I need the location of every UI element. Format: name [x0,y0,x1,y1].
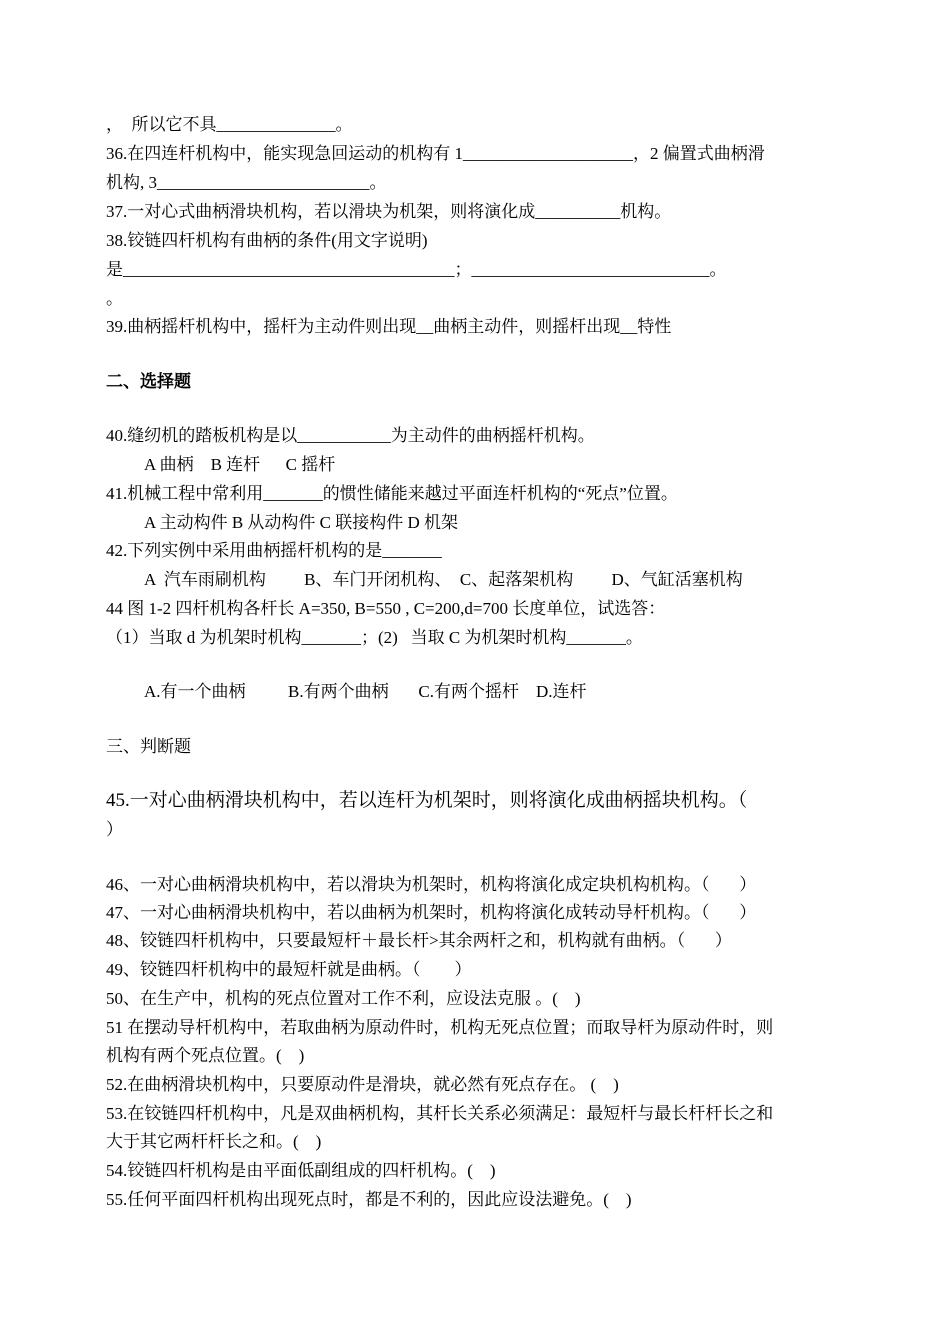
section-heading-choice: 二、选择题 [106,372,191,391]
question-54: 54.铰链四杆机构是由平面低副组成的四杆机构。( ) [106,1161,496,1180]
question-41: 41.机械工程中常利用_______的惯性储能来越过平面连杆机构的“死点”位置。 [106,484,678,503]
section-heading-judgement: 三、判断题 [106,737,191,756]
question-51-cont: 机构有两个死点位置。( ) [106,1046,305,1065]
question-53-cont: 大于其它两杆杆长之和。( ) [106,1132,322,1151]
question-44-options: A.有一个曲柄 B.有两个曲柄 C.有两个摇杆 D.连杆 [144,682,587,701]
question-46: 46、一对心曲柄滑块机构中，若以滑块为机架时，机构将演化成定块机构机构。（ ） [106,875,757,894]
question-47: 47、一对心曲柄滑块机构中，若以曲柄为机架时，机构将演化成转动导杆机构。（ ） [106,903,757,922]
question-38: 38.铰链四杆机构有曲柄的条件(用文字说明) [106,231,428,250]
question-38-blanks: 是_______________________________________；____________________________。 [106,260,727,279]
question-37: 37.一对心式曲柄滑块机构，若以滑块为机架，则将演化成__________机构。 [106,202,672,221]
question-39: 39.曲柄摇杆机构中，摇杆为主动件则出现__曲柄主动件，则摇杆出现__特性 [106,317,672,336]
question-36: 36.在四连杆机构中，能实现急回运动的机构有 1____________________，2 偏置式曲柄滑 [106,144,765,163]
question-52: 52.在曲柄滑块机构中，只要原动件是滑块，就必然有死点存在。 ( ) [106,1075,619,1094]
question-50: 50、在生产中，机构的死点位置对工作不利，应设法克服 。( ) [106,989,581,1008]
question-45-paren: ） [106,820,123,839]
question-45: 45.一对心曲柄滑块机构中，若以连杆为机架时，则将演化成曲柄摇块机构。（ [106,790,748,811]
question-44: 44 图 1-2 四杆机构各杆长 A=350, B=550 , C=200,d=700 长度单位，试选答： [106,599,666,618]
question-42: 42.下列实例中采用曲柄摇杆机构的是_______ [106,541,442,560]
question-44-parts: （1）当取 d 为机架时机构_______；(2) 当取 C 为机架时机构_______。 [106,628,643,647]
question-40: 40.缝纫机的踏板机构是以___________为主动件的曲柄摇杆机构。 [106,426,595,445]
question-51: 51 在摆动导杆机构中，若取曲柄为原动件时，机构无死点位置；而取导杆为原动件时，则 [106,1018,774,1037]
question-41-options: A 主动构件 B 从动构件 C 联接构件 D 机架 [144,513,459,532]
question-55: 55.任何平面四杆机构出现死点时，都是不利的，因此应设法避免。( ) [106,1190,632,1209]
question-40-options: A 曲柄 B 连杆 C 摇杆 [144,455,336,474]
question-48: 48、铰链四杆机构中，只要最短杆＋最长杆>其余两杆之和，机构就有曲柄。（ ） [106,931,732,950]
line-35-tail: ， 所以它不具______________。 [106,115,353,134]
stray-period: 。 [106,289,123,308]
question-49: 49、铰链四杆机构中的最短杆就是曲柄。（ ） [106,960,472,979]
question-42-options: A 汽车雨刷机构 B、车门开闭机构、 C、起落架机构 D、气缸活塞机构 [144,570,743,589]
question-36-cont: 机构, 3_________________________。 [106,173,387,192]
question-53: 53.在铰链四杆机构中，凡是双曲柄机构，其杆长关系必须满足：最短杆与最长杆杆长之和 [106,1104,774,1123]
